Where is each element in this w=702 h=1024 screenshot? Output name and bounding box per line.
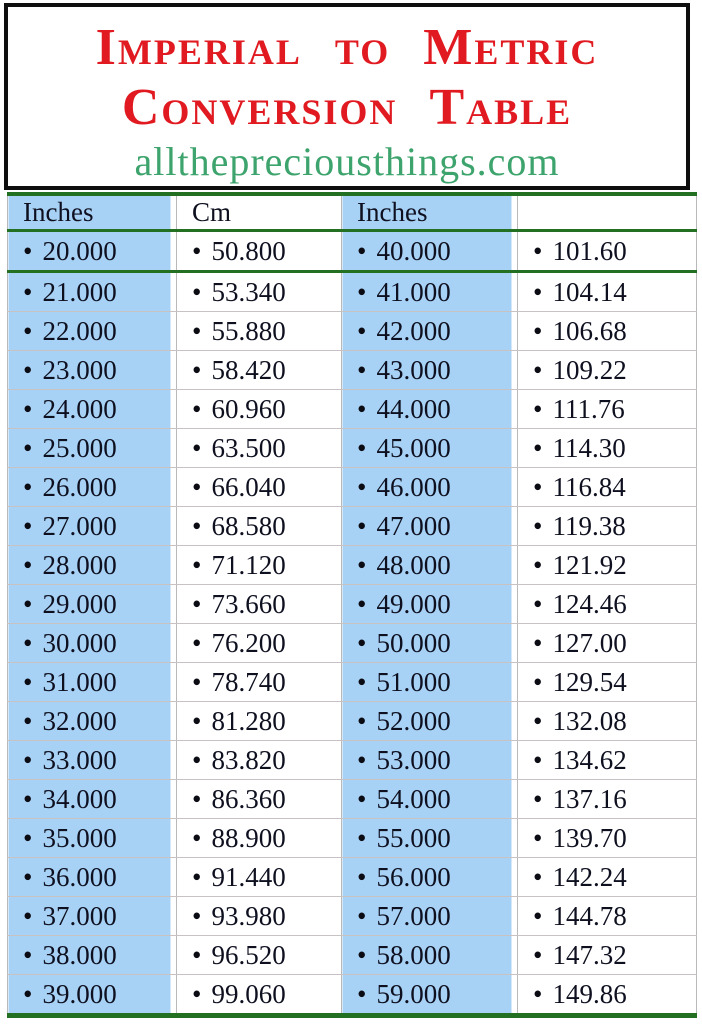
cell-cm-left: • 93.980: [177, 897, 342, 936]
cell-cm-right: • 129.54: [518, 663, 697, 702]
cell-cm-right: • 101.60: [518, 231, 697, 272]
cell-cm-left: • 53.340: [177, 272, 342, 312]
cell-inches-right: • 41.000: [342, 272, 518, 312]
cell-cm-left: • 78.740: [177, 663, 342, 702]
cell-cm-left: • 71.120: [177, 546, 342, 585]
bullet-icon: •: [23, 471, 33, 502]
bullet-icon: •: [357, 315, 367, 346]
bullet-icon: •: [357, 432, 367, 463]
cell-cm-right: • 144.78: [518, 897, 697, 936]
cell-inches-right: • 58.000: [342, 936, 518, 975]
cell-cm-right: • 121.92: [518, 546, 697, 585]
bullet-icon: •: [357, 549, 367, 580]
cell-inches-left: • 24.000: [8, 390, 177, 429]
bullet-icon: •: [357, 783, 367, 814]
cell-cm-left: • 96.520: [177, 936, 342, 975]
bullet-icon: •: [533, 393, 543, 424]
cell-cm-right: • 116.84: [518, 468, 697, 507]
table-row: [8, 507, 697, 546]
cell-inches-right: • 53.000: [342, 741, 518, 780]
cell-inches-right: • 52.000: [342, 702, 518, 741]
bullet-icon: •: [357, 666, 367, 697]
table-row: [8, 741, 697, 780]
cell-cm-right: • 134.62: [518, 741, 697, 780]
bullet-icon: •: [533, 471, 543, 502]
bullet-icon: •: [533, 276, 543, 307]
bullet-icon: •: [357, 588, 367, 619]
bullet-icon: •: [192, 783, 202, 814]
bullet-icon: •: [23, 549, 33, 580]
bullet-icon: •: [357, 861, 367, 892]
bullet-icon: •: [192, 822, 202, 853]
bullet-icon: •: [23, 666, 33, 697]
bullet-icon: •: [533, 666, 543, 697]
bullet-icon: •: [192, 588, 202, 619]
bullet-icon: •: [357, 276, 367, 307]
cell-inches-right: • 46.000: [342, 468, 518, 507]
bullet-icon: •: [192, 235, 202, 266]
bullet-icon: •: [357, 510, 367, 541]
cell-cm-left: • 88.900: [177, 819, 342, 858]
bullet-icon: •: [23, 978, 33, 1009]
cell-inches-right: • 51.000: [342, 663, 518, 702]
cell-inches-right: • 47.000: [342, 507, 518, 546]
cell-inches-right: • 40.000: [342, 231, 518, 272]
bullet-icon: •: [533, 510, 543, 541]
conversion-table: [7, 192, 697, 1018]
bullet-icon: •: [533, 822, 543, 853]
bullet-icon: •: [192, 276, 202, 307]
bullet-icon: •: [357, 900, 367, 931]
bullet-icon: •: [357, 978, 367, 1009]
table-row: [8, 468, 697, 507]
bullet-icon: •: [357, 393, 367, 424]
title-panel: [4, 3, 690, 190]
cell-cm-right: • 124.46: [518, 585, 697, 624]
bullet-icon: •: [192, 705, 202, 736]
bullet-icon: •: [357, 822, 367, 853]
bullet-icon: •: [192, 666, 202, 697]
bullet-icon: •: [192, 354, 202, 385]
cell-cm-left: • 60.960: [177, 390, 342, 429]
cell-cm-left: • 63.500: [177, 429, 342, 468]
cell-inches-left: • 35.000: [8, 819, 177, 858]
cell-cm-left: • 73.660: [177, 585, 342, 624]
cell-inches-right: • 55.000: [342, 819, 518, 858]
cell-cm-right: • 132.08: [518, 702, 697, 741]
cell-cm-left: • 86.360: [177, 780, 342, 819]
cell-inches-left: • 31.000: [8, 663, 177, 702]
cell-inches-left: • 22.000: [8, 312, 177, 351]
cell-cm-left: • 55.880: [177, 312, 342, 351]
cell-cm-right: • 119.38: [518, 507, 697, 546]
cell-cm-left: • 76.200: [177, 624, 342, 663]
bullet-icon: •: [192, 744, 202, 775]
bullet-icon: •: [533, 783, 543, 814]
bullet-icon: •: [357, 627, 367, 658]
bullet-icon: •: [23, 705, 33, 736]
bullet-icon: •: [357, 939, 367, 970]
bullet-icon: •: [23, 235, 33, 266]
table-row: [8, 546, 697, 585]
cell-cm-right: • 137.16: [518, 780, 697, 819]
bullet-icon: •: [192, 315, 202, 346]
bullet-icon: •: [533, 588, 543, 619]
title-line-2: Conversion Table: [121, 79, 573, 136]
table-row: [8, 975, 697, 1016]
cell-inches-right: • 54.000: [342, 780, 518, 819]
cell-cm-left: • 91.440: [177, 858, 342, 897]
bullet-icon: •: [192, 393, 202, 424]
bullet-icon: •: [357, 744, 367, 775]
bullet-icon: •: [357, 354, 367, 385]
cell-inches-left: • 39.000: [8, 975, 177, 1016]
bullet-icon: •: [192, 627, 202, 658]
bullet-icon: •: [192, 978, 202, 1009]
table-row: [8, 780, 697, 819]
cell-inches-left: • 33.000: [8, 741, 177, 780]
table-row: [8, 936, 697, 975]
cell-inches-left: • 29.000: [8, 585, 177, 624]
cell-cm-left: • 99.060: [177, 975, 342, 1016]
cell-inches-left: • 38.000: [8, 936, 177, 975]
table-row: [8, 231, 697, 272]
cell-inches-right: • 57.000: [342, 897, 518, 936]
bullet-icon: •: [23, 354, 33, 385]
cell-cm-left: • 50.800: [177, 231, 342, 272]
cell-inches-right: • 43.000: [342, 351, 518, 390]
cell-cm-right: • 111.76: [518, 390, 697, 429]
bullet-icon: •: [192, 549, 202, 580]
bullet-icon: •: [23, 393, 33, 424]
cell-inches-left: • 23.000: [8, 351, 177, 390]
cell-inches-right: • 49.000: [342, 585, 518, 624]
cell-inches-left: • 34.000: [8, 780, 177, 819]
bullet-icon: •: [23, 744, 33, 775]
bullet-icon: •: [357, 235, 367, 266]
table-row: [8, 819, 697, 858]
table-row: [8, 663, 697, 702]
cell-inches-right: • 44.000: [342, 390, 518, 429]
cell-cm-right: • 139.70: [518, 819, 697, 858]
bullet-icon: •: [533, 432, 543, 463]
cell-cm-right: • 109.22: [518, 351, 697, 390]
bullet-icon: •: [192, 471, 202, 502]
website-url: allthepreciousthings.com: [134, 139, 560, 184]
table-row: [8, 351, 697, 390]
cell-inches-left: • 21.000: [8, 272, 177, 312]
bullet-icon: •: [23, 432, 33, 463]
bullet-icon: •: [357, 471, 367, 502]
bullet-icon: •: [23, 510, 33, 541]
cell-cm-right: • 127.00: [518, 624, 697, 663]
bullet-icon: •: [533, 354, 543, 385]
cell-inches-left: • 25.000: [8, 429, 177, 468]
table-row: [8, 272, 697, 312]
cell-inches-left: • 37.000: [8, 897, 177, 936]
cell-inches-left: • 26.000: [8, 468, 177, 507]
cell-inches-left: • 28.000: [8, 546, 177, 585]
bullet-icon: •: [533, 549, 543, 580]
bullet-icon: •: [533, 705, 543, 736]
bullet-icon: •: [192, 510, 202, 541]
cell-inches-left: • 20.000: [8, 231, 177, 272]
table-header: [8, 194, 697, 231]
table-row: [8, 858, 697, 897]
bullet-icon: •: [533, 978, 543, 1009]
cell-inches-right: • 45.000: [342, 429, 518, 468]
bullet-icon: •: [533, 627, 543, 658]
bullet-icon: •: [533, 861, 543, 892]
bullet-icon: •: [192, 861, 202, 892]
cell-inches-right: • 42.000: [342, 312, 518, 351]
table-row: [8, 897, 697, 936]
bullet-icon: •: [23, 588, 33, 619]
bullet-icon: •: [23, 822, 33, 853]
cell-cm-left: • 83.820: [177, 741, 342, 780]
cell-inches-right: • 59.000: [342, 975, 518, 1016]
cell-cm-right: • 104.14: [518, 272, 697, 312]
column-header-inches-right: Inches: [342, 194, 518, 231]
cell-cm-right: • 114.30: [518, 429, 697, 468]
cell-cm-right: • 142.24: [518, 858, 697, 897]
cell-inches-left: • 27.000: [8, 507, 177, 546]
bullet-icon: •: [23, 900, 33, 931]
bullet-icon: •: [23, 783, 33, 814]
column-header-inches-left: Inches: [8, 194, 177, 231]
cell-cm-left: • 81.280: [177, 702, 342, 741]
table-row: [8, 624, 697, 663]
cell-inches-left: • 32.000: [8, 702, 177, 741]
cell-cm-left: • 68.580: [177, 507, 342, 546]
bullet-icon: •: [23, 315, 33, 346]
table-row: [8, 429, 697, 468]
cell-inches-right: • 48.000: [342, 546, 518, 585]
column-header-cm-right: [518, 194, 697, 231]
bullet-icon: •: [533, 744, 543, 775]
bullet-icon: •: [533, 939, 543, 970]
table-row: [8, 702, 697, 741]
table-row: [8, 390, 697, 429]
cell-cm-right: • 147.32: [518, 936, 697, 975]
header-row: [8, 194, 697, 231]
cell-inches-left: • 36.000: [8, 858, 177, 897]
table-row: [8, 585, 697, 624]
bullet-icon: •: [357, 705, 367, 736]
bullet-icon: •: [23, 627, 33, 658]
bullet-icon: •: [23, 861, 33, 892]
bullet-icon: •: [533, 900, 543, 931]
bullet-icon: •: [533, 235, 543, 266]
bullet-icon: •: [192, 900, 202, 931]
title-line-1: Imperial to Metric: [95, 19, 599, 76]
table-row: [8, 312, 697, 351]
cell-inches-left: • 30.000: [8, 624, 177, 663]
table-body: [8, 231, 697, 1016]
bullet-icon: •: [192, 432, 202, 463]
cell-cm-right: • 106.68: [518, 312, 697, 351]
bullet-icon: •: [533, 315, 543, 346]
cell-cm-right: • 149.86: [518, 975, 697, 1016]
column-header-cm-left: Cm: [177, 194, 342, 231]
bullet-icon: •: [192, 939, 202, 970]
cell-cm-left: • 66.040: [177, 468, 342, 507]
cell-inches-right: • 50.000: [342, 624, 518, 663]
bullet-icon: •: [23, 276, 33, 307]
cell-cm-left: • 58.420: [177, 351, 342, 390]
cell-inches-right: • 56.000: [342, 858, 518, 897]
bullet-icon: •: [23, 939, 33, 970]
